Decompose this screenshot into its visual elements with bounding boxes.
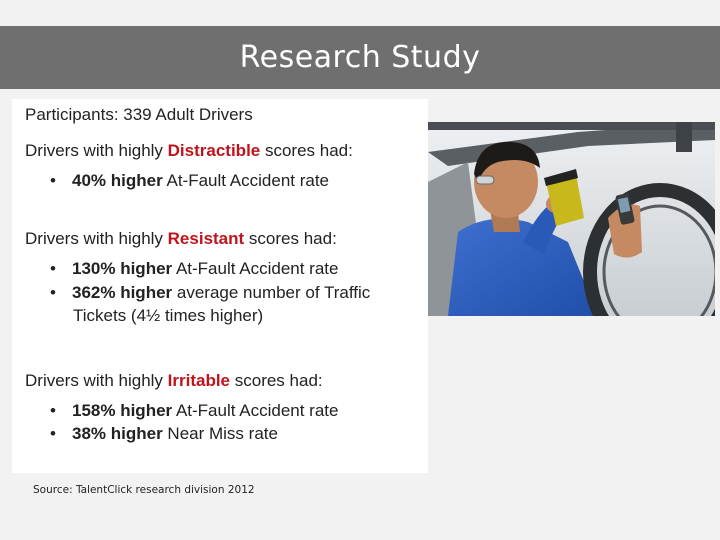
list-item: • 362% higher average number of Traffic [50,283,371,302]
list-item: • 158% higher At-Fault Accident rate [50,401,339,420]
trait-irritable: Irritable [167,371,231,390]
list-item: • 40% higher At-Fault Accident rate [50,171,330,190]
list-item: • 38% higher Near Miss rate [50,424,278,443]
group-heading-resistant: Drivers with highly Resistant scores had: [25,229,337,248]
trait-resistant: Resistant [167,229,245,248]
title-bar [0,26,720,89]
trait-distractible: Distractible [167,141,261,160]
group-heading-distractible: Drivers with highly Distractible scores had: [25,141,353,160]
group-heading-irritable: Drivers with highly Irritable scores had: [25,371,323,390]
list-item-continuation: Tickets (4½ times higher) [73,306,264,325]
page-title: Research Study [239,40,481,75]
source-caption: Source: TalentClick research division 2012 [33,484,255,496]
driver-with-coffee-and-phone-photo [428,122,715,316]
list-item: • 130% higher At-Fault Accident rate [50,259,339,278]
driver-photo [428,122,715,316]
content-panel [12,99,428,473]
participants-text: Participants: 339 Adult Drivers [25,105,253,124]
